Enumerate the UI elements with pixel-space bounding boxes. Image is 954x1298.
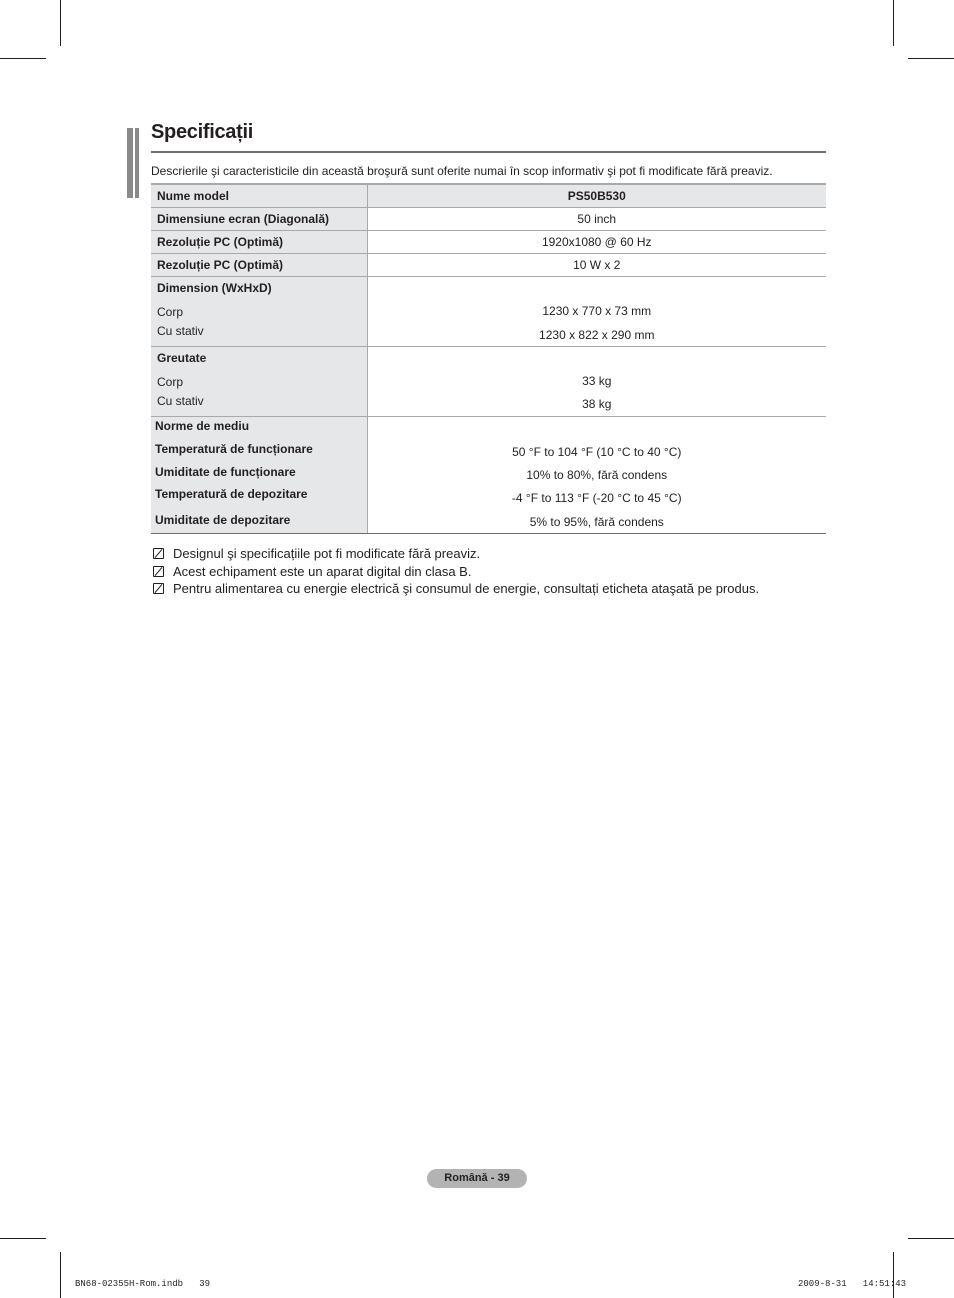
stand-label: Cu stativ xyxy=(157,394,204,408)
crop-mark xyxy=(60,0,61,46)
crop-mark xyxy=(0,1238,46,1239)
table-row xyxy=(151,254,826,277)
intro-text: Descrierile şi caracteristicile din această broşură sunt oferite numai în scop informativ şi pot fi modificate fără preaviz. xyxy=(151,164,773,178)
crop-mark xyxy=(908,1238,954,1239)
spec-table xyxy=(151,183,826,534)
row-value: PS50B530 xyxy=(367,184,826,208)
row-label: Nume model xyxy=(151,184,367,208)
notes-list xyxy=(153,545,759,598)
table-row xyxy=(151,277,826,347)
body-dimension-value: 1230 x 770 x 73 mm xyxy=(542,304,652,318)
op-hum-label: Umiditate de funcționare xyxy=(155,465,296,479)
title-divider xyxy=(151,151,826,153)
row-label: Rezoluție PC (Optimă) xyxy=(151,254,367,277)
table-row xyxy=(151,417,826,534)
crop-mark xyxy=(0,58,46,59)
body-weight-value: 33 kg xyxy=(582,374,612,388)
dimension-label: Dimension (WxHxD) xyxy=(157,281,272,295)
stand-weight-value: 38 kg xyxy=(582,397,612,411)
table-row xyxy=(151,184,826,208)
weight-label: Greutate xyxy=(157,351,207,365)
st-temp-label: Temperatură de depozitare xyxy=(155,487,308,501)
table-row xyxy=(151,208,826,231)
row-label xyxy=(151,277,367,347)
row-value xyxy=(367,277,826,347)
row-label: Rezoluție PC (Optimă) xyxy=(151,231,367,254)
environment-label: Norme de mediu xyxy=(155,419,250,433)
op-temp-value: 50 °F to 104 °F (10 °C to 40 °C) xyxy=(512,445,682,459)
row-label: Dimensiune ecran (Diagonală) xyxy=(151,208,367,231)
op-hum-value: 10% to 80%, fără condens xyxy=(526,468,668,482)
crop-mark xyxy=(893,0,894,46)
row-label xyxy=(151,347,367,417)
page-title: Specificații xyxy=(151,121,253,143)
row-value: 10 W x 2 xyxy=(367,254,826,277)
print-slug-file: BN68-02355H-Rom.indb 39 xyxy=(75,1279,211,1289)
row-value: 1920x1080 @ 60 Hz xyxy=(367,231,826,254)
op-temp-label: Temperatură de funcționare xyxy=(155,442,313,456)
stand-dimension-value: 1230 x 822 x 290 mm xyxy=(539,328,655,342)
note-text: Acest echipament este un aparat digital din clasa B. xyxy=(173,563,472,579)
crop-mark xyxy=(908,58,954,59)
body-label: Corp xyxy=(157,305,184,319)
crop-mark xyxy=(893,1252,894,1298)
list-item xyxy=(153,545,759,563)
note-text: Designul şi specificațiile pot fi modificate fără preaviz. xyxy=(173,546,481,562)
note-icon xyxy=(153,583,164,594)
list-item xyxy=(153,563,759,581)
row-value xyxy=(367,417,826,534)
note-text: Pentru alimentarea cu energie electrică şi consumul de energie, consultați eticheta ataşată pe produs. xyxy=(173,581,760,597)
table-row xyxy=(151,347,826,417)
print-slug-date: 2009-8-31 14:51:43 xyxy=(798,1279,907,1289)
body-label: Corp xyxy=(157,375,184,389)
st-temp-value: -4 °F to 113 °F (-20 °C to 45 °C) xyxy=(511,491,682,505)
note-icon xyxy=(153,566,164,577)
st-hum-value: 5% to 95%, fără condens xyxy=(529,515,664,529)
stand-label: Cu stativ xyxy=(157,324,204,338)
crop-mark xyxy=(60,1252,61,1298)
note-icon xyxy=(153,548,164,559)
section-marker xyxy=(127,128,141,198)
row-value xyxy=(367,347,826,417)
page-number-badge: Română - 39 xyxy=(427,1169,527,1188)
row-value: 50 inch xyxy=(367,208,826,231)
row-label xyxy=(151,417,367,534)
table-row xyxy=(151,231,826,254)
st-hum-label: Umiditate de depozitare xyxy=(155,513,291,527)
list-item xyxy=(153,580,759,598)
